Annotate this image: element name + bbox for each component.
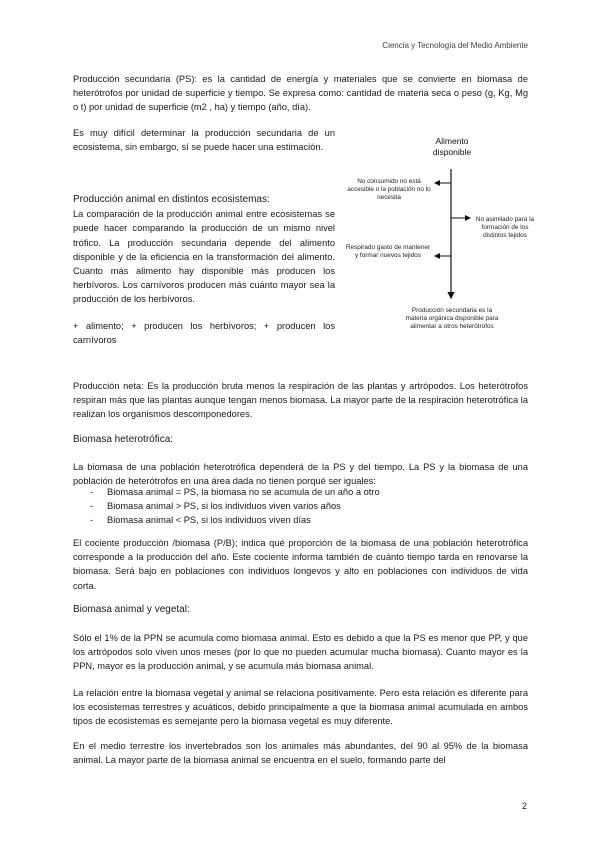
list-item: - Biomasa animal = PS, la biomasa no se acumula de un año a otro — [73, 485, 528, 499]
diagram-top-label: Alimento disponible — [432, 136, 472, 157]
page-number: 2 — [521, 801, 527, 811]
energy-flow-diagram — [340, 128, 540, 358]
diagram-no-asimilado-label: No asimilado para la formación de los distintos tejidos — [475, 216, 535, 239]
produccion-animal-heading: Producción animal en distintos ecosistemas: — [73, 194, 270, 205]
produccion-animal-body: La comparación de la producción animal entre ecosistemas se puede hacer comparando la producción de un mismo nivel trófico. La producción secundaria depende del alimento disponible y de la eficiencia en la transformación del alimento. Cuanto más alimento hay disponible más producen los herbívoros. Los carnívoros producen más cuánto mayor sea la producción de los herbívoros. — [73, 209, 335, 305]
produccion-animal-summary: + alimento; + producen los herbívoros; + producen los carnívoros — [73, 320, 335, 345]
diagram-respirado-label: Respirado gasto de mantener y formar nuevos tejidos — [345, 244, 431, 259]
medio-terrestre-paragraph: En el medio terrestre los invertebrados son los animales más abundantes, del 90 al 95% de la biomasa animal. La mayor parte de la biomasa animal se encuentra en el suelo, formando parte del — [73, 741, 528, 766]
list-item: - Biomasa animal < PS, si los individuos viven días — [73, 513, 528, 527]
page-header: Ciencia y Tecnología del Medio Ambiente — [382, 41, 528, 50]
produccion-neta-paragraph: Producción neta: Es la producción bruta menos la respiración de las plantas y artrópodos. Los heterótrofos respiran más que las plantas aunque tengan menos biomasa. La mayor parte de la respiración heterotrófica la realizan los organismos descomponedores. — [73, 381, 528, 420]
estimacion-paragraph: Es muy difícil determinar la producción secundaria de un ecosistema, sin embargo, sí se puede hacer una estimación. — [73, 128, 335, 153]
biomasa-heterotrofica-heading: Biomasa heterotrófica: — [73, 434, 174, 445]
produccion-animal-section — [73, 193, 335, 347]
biomasa-relacion-paragraph: La relación entre la biomasa vegetal y animal se relaciona positivamente. Pero esta relación es diferente para los ecosistemas terrestres y acuáticos, debido principalmente a que la biomasa animal acumulada en ambos tipos de ecosistemas es semejante pero la biomasa vegetal es muy diferente. — [73, 688, 528, 727]
cociente-pb-paragraph: El cociente producción /biomasa (P/B); indica qué proporción de la biomasa de una población heterotrófica corresponde a la producción del año. Este cociente informa también de cuánto tiempo tarda en renovarse la biomasa. Será bajo en poblaciones con individuos longevos y alto en poblaciones con individuos de vida corta. — [73, 538, 528, 591]
produccion-secundaria-paragraph: Producción secundaria (PS): es la cantidad de energía y materiales que se convierte en biomasa de heterótrofos por unidad de superficie y tiempo. Se expresa como: cantidad de materia seca o peso (g, Kg, Mg o t) por unidad de superficie (m2 , ha) y tiempo (año, día). — [73, 74, 528, 113]
list-item: - Biomasa animal > PS, si los individuos viven varios años — [73, 499, 528, 513]
biomasa-ppn-paragraph: Sólo el 1% de la PPN se acumula como biomasa animal. Esto es debido a que la PS es menor que PP, y que los artrópodos solo viven unos meses (por lo que no pueden acumular mucha biomasa). Cuanto mayor es la PPN, mayor es la producción animal, y se acumula más biomasa animal. — [73, 633, 528, 672]
biomasa-animal-vegetal-heading: Biomasa animal y vegetal: — [73, 604, 190, 615]
diagram-bottom-label: Producción secundaria es la materia orgánica disponible para alimentar a otros heterótrofos — [405, 307, 499, 330]
biomasa-list — [73, 485, 528, 528]
biomasa-heterotrofica-intro: La biomasa de una población heterotrófica dependerá de la PS y del tiempo. La PS y la biomasa de una población de heterótrofos en una área dada no tienen porqué ser iguales: — [73, 462, 528, 487]
diagram-no-consumido-label: No consumido no está accesible o la población no lo necesita — [347, 178, 431, 201]
